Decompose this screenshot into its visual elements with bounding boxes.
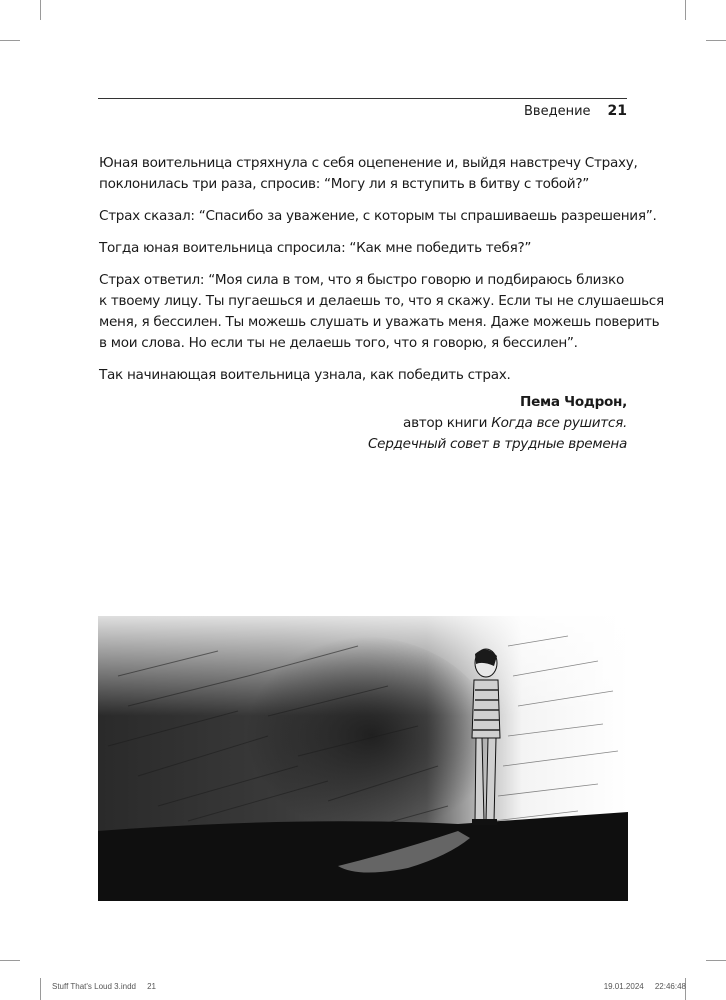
crop-mark bbox=[0, 40, 20, 41]
slug-time: 22:46:48 bbox=[654, 982, 686, 991]
book-prefix: автор книги bbox=[403, 415, 492, 431]
illustration-svg bbox=[98, 616, 628, 901]
slug-filename bbox=[52, 982, 156, 991]
body-text bbox=[99, 153, 664, 397]
slug-timestamp bbox=[604, 982, 686, 991]
text-line: Юная воительница стряхнула с себя оцепенение и, выйдя навстречу Страху, bbox=[99, 155, 638, 171]
book-title: Когда все рушится. bbox=[491, 415, 627, 431]
text-line: Так начинающая воительница узнала, как победить страх. bbox=[99, 367, 511, 383]
paragraph bbox=[99, 206, 657, 227]
book-line bbox=[368, 413, 627, 434]
text-line: меня, я бессилен. Ты можешь слушать и уважать меня. Даже можешь поверить bbox=[99, 314, 660, 330]
crop-mark bbox=[0, 960, 20, 961]
slug-file: Stuff That's Loud 3.indd bbox=[52, 982, 136, 991]
text-line: Тогда юная воительница спросила: “Как мне победить тебя?” bbox=[99, 240, 532, 256]
text-line: поклонилась три раза, спросив: “Могу ли я вступить в битву с тобой?” bbox=[99, 176, 589, 192]
crop-mark bbox=[706, 960, 726, 961]
slug-page: 21 bbox=[147, 982, 156, 991]
paragraph bbox=[99, 238, 629, 259]
book-subtitle: Сердечный совет в трудные времена bbox=[367, 436, 627, 452]
crop-mark bbox=[40, 978, 41, 1000]
attribution bbox=[368, 392, 627, 455]
paragraph bbox=[99, 365, 629, 386]
text-line: Страх ответил: “Моя сила в том, что я быстро говорю и подбираюсь близко bbox=[99, 272, 624, 288]
text-line: в мои слова. Но если ты не делаешь того, что я говорю, я бессилен”. bbox=[99, 335, 578, 351]
running-head bbox=[524, 103, 627, 119]
illustration bbox=[98, 616, 628, 901]
crop-mark bbox=[706, 40, 726, 41]
text-line: к твоему лицу. Ты пугаешься и делаешь то, что я скажу. Если ты не слушаешься bbox=[99, 293, 664, 309]
crop-mark bbox=[40, 0, 41, 20]
slug-date: 19.01.2024 bbox=[603, 982, 644, 991]
section-title: Введение bbox=[524, 104, 591, 119]
page-number: 21 bbox=[607, 103, 627, 119]
text-line: Страх сказал: “Спасибо за уважение, с которым ты спрашиваешь разрешения”. bbox=[99, 208, 657, 224]
crop-mark bbox=[685, 0, 686, 20]
paragraph bbox=[99, 153, 638, 195]
paragraph bbox=[99, 270, 664, 354]
author-name: Пема Чодрон, bbox=[520, 394, 627, 410]
header-rule bbox=[98, 98, 627, 99]
